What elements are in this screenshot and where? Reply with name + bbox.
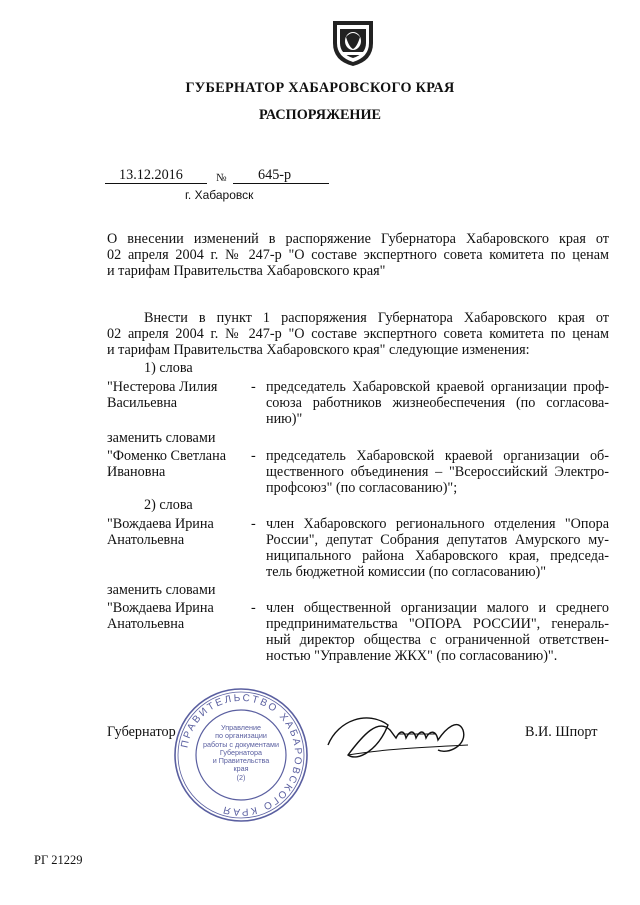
item2-new-desc-4: ностью "Управление ЖКХ" (по согласованию)". — [266, 648, 558, 664]
intro-line-2: 02 апреля 2004 г. № 247-р "О составе экспертного совета комитета по ценам — [107, 326, 609, 342]
item2-label: 2) слова — [144, 497, 193, 513]
registry-code: РГ 21229 — [34, 853, 83, 867]
intro-line-1: Внести в пункт 1 распоряжения Губернатора Хабаровского края от — [144, 310, 609, 326]
item1-new-desc-3: профсоюз" (по согласованию)"; — [266, 480, 458, 496]
stamp-line-5: и Правительства — [212, 756, 270, 766]
item2-old-dash: - — [251, 516, 256, 532]
document-date: 13.12.2016 — [119, 167, 183, 183]
item2-old-desc-3: ниципального района Хабаровского края, председа- — [266, 548, 609, 564]
item1-old-desc-3: нию)" — [266, 411, 303, 427]
intro-line-3: и тарифам Правительства Хабаровского края" следующие изменения: — [107, 342, 530, 358]
stamp-line-4: Губернатора — [219, 747, 263, 757]
item2-old-desc-1: член Хабаровского регионального отделения "Опора — [266, 516, 609, 532]
item2-new-name-1: "Вождаева Ирина — [107, 600, 214, 616]
item2-old-name-2: Анатольевна — [107, 532, 185, 548]
item2-old-desc-2: России", депутат Собрания депутатов Амурского му- — [266, 532, 609, 548]
number-sign: № — [216, 172, 227, 184]
item1-old-dash: - — [251, 379, 256, 395]
replace-label-2: заменить словами — [107, 582, 216, 598]
coat-of-arms-emblem — [331, 19, 375, 67]
item2-new-desc-2: предпринимательства "ОПОРА РОССИИ", генераль- — [266, 616, 609, 632]
date-underline — [105, 183, 207, 184]
item2-old-name-1: "Вождаева Ирина — [107, 516, 214, 532]
handwritten-signature — [318, 700, 478, 770]
stamp-ring-text: ПРАВИТЕЛЬСТВО ХАБАРОВСКОГО КРАЯ — [179, 692, 304, 818]
document-type: РАСПОРЯЖЕНИЕ — [259, 107, 381, 123]
document-number: 645-р — [258, 167, 292, 183]
stamp-line-3: работы с документами — [203, 739, 279, 749]
number-underline — [233, 183, 329, 184]
stamp-line-2: по организации — [215, 731, 267, 741]
item1-old-desc-1: председатель Хабаровской краевой организации проф- — [266, 379, 609, 395]
item2-new-desc-3: ный директор общества с ограниченной ответствен- — [266, 632, 609, 648]
subject-line-3: и тарифам Правительства Хабаровского края" — [107, 263, 386, 279]
item1-new-name-2: Ивановна — [107, 464, 166, 480]
replace-label-1: заменить словами — [107, 430, 216, 446]
signatory-position: Губернатор — [107, 724, 176, 740]
item1-new-desc-2: щественного объединения – "Всероссийский Электро- — [266, 464, 609, 480]
item1-new-dash: - — [251, 448, 256, 464]
stamp-line-6: края — [233, 764, 249, 774]
item1-old-name-1: "Нестерова Лилия — [107, 379, 218, 395]
item1-old-desc-2: союза работников жизнеобеспечения (по согласова- — [266, 395, 609, 411]
item2-new-desc-1: член общественной организации малого и среднего — [266, 600, 609, 616]
item2-new-name-2: Анатольевна — [107, 616, 185, 632]
subject-line-2: 02 апреля 2004 г. № 247-р "О составе экспертного совета комитета по ценам — [107, 247, 609, 263]
authority-title: ГУБЕРНАТОР ХАБАРОВСКОГО КРАЯ — [185, 80, 455, 96]
item1-new-name-1: "Фоменко Светлана — [107, 448, 226, 464]
subject-line-1: О внесении изменений в распоряжение Губернатора Хабаровского края от — [107, 231, 609, 247]
stamp-line-7: (2) — [236, 772, 246, 782]
item1-new-desc-1: председатель Хабаровской краевой организации об- — [266, 448, 609, 464]
item1-label: 1) слова — [144, 360, 193, 376]
city: г. Хабаровск — [185, 188, 254, 202]
stamp-line-1: Управление — [221, 723, 261, 732]
signatory-name: В.И. Шпорт — [525, 724, 598, 740]
official-stamp — [173, 687, 309, 823]
item2-old-desc-4: тель бюджетной комиссии (по согласованию)" — [266, 564, 547, 580]
item2-new-dash: - — [251, 600, 256, 616]
item1-old-name-2: Васильевна — [107, 395, 178, 411]
